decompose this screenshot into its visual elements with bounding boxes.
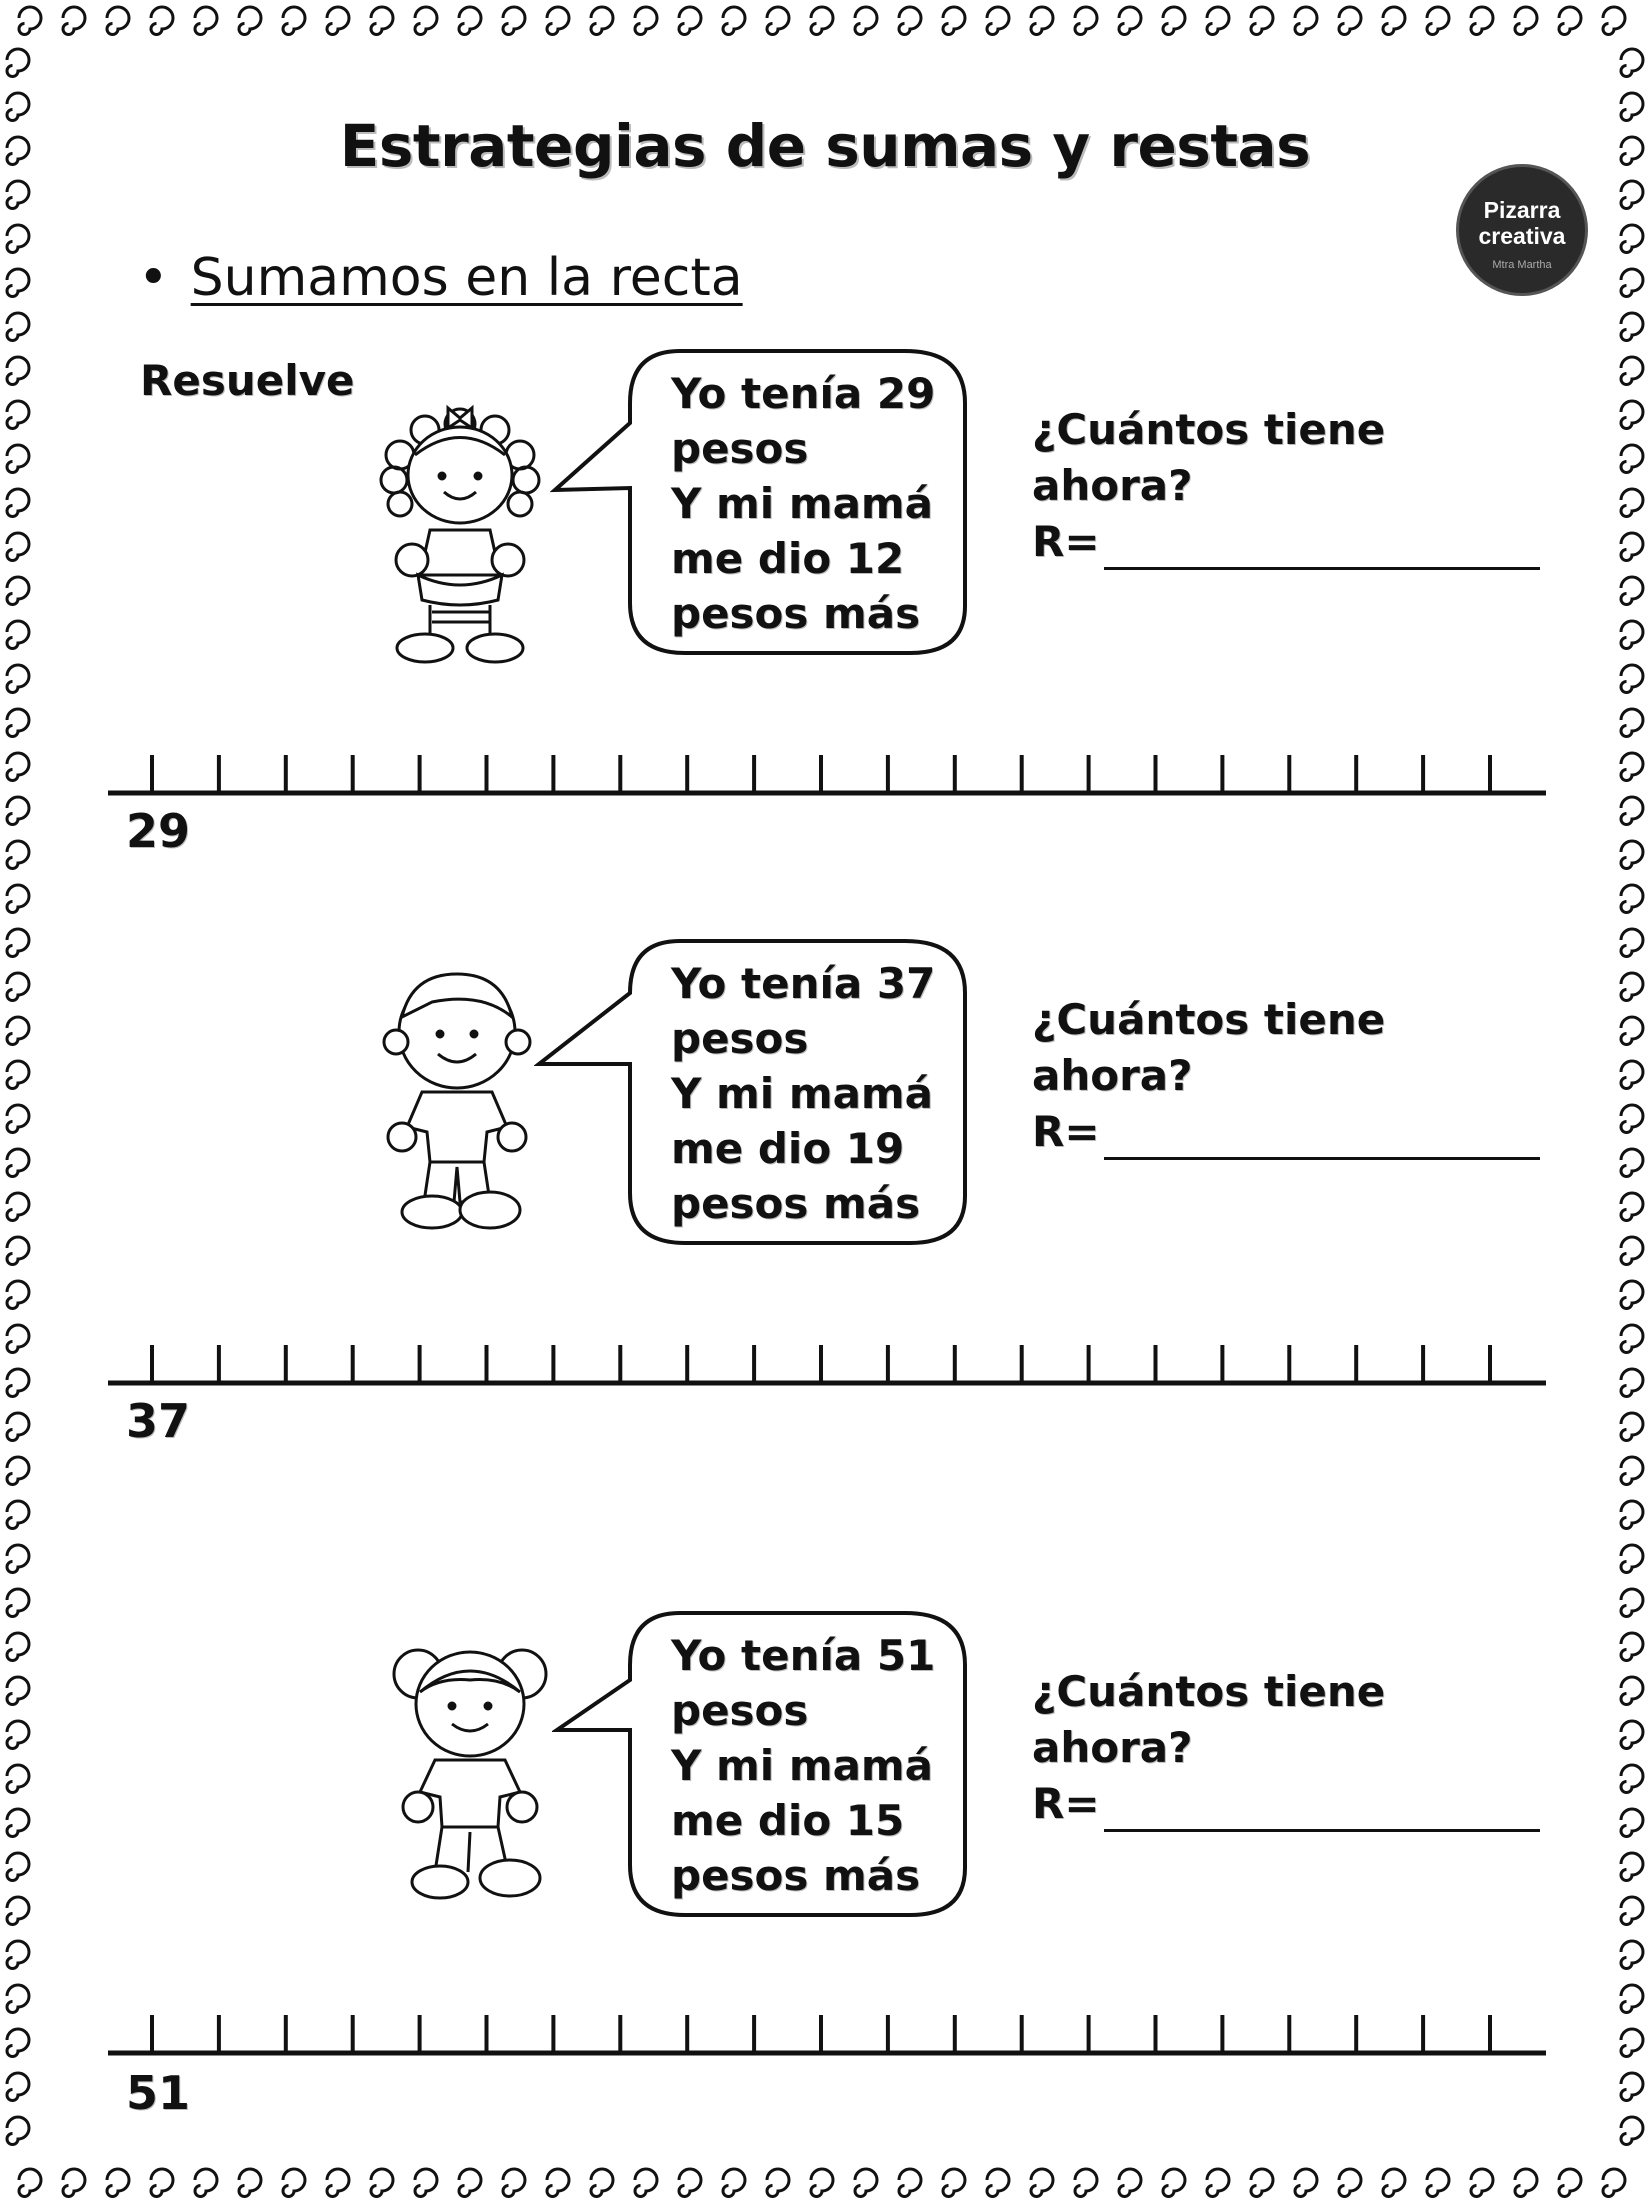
swirl-ornament (1603, 7, 1625, 35)
swirl-ornament (7, 1017, 29, 1045)
swirl-ornament (1621, 973, 1643, 1001)
swirl-ornament (1621, 1985, 1643, 2013)
pizarra-creativa-logo (1456, 164, 1588, 296)
swirl-ornament (7, 313, 29, 341)
swirl-ornament (63, 2169, 85, 2197)
swirl-ornament (7, 1149, 29, 1177)
swirl-ornament (7, 929, 29, 957)
swirl-ornament (1471, 7, 1493, 35)
swirl-ornament (1621, 1501, 1643, 1529)
swirl-ornament (19, 7, 41, 35)
girl-with-pigtails-illustration (380, 1632, 560, 1907)
swirl-ornament (679, 2169, 701, 2197)
swirl-ornament (1207, 2169, 1229, 2197)
bubble-line: Y mi mamá (671, 1741, 934, 1790)
swirl-ornament (1207, 7, 1229, 35)
swirl-ornament (1515, 7, 1537, 35)
swirl-ornament (107, 7, 129, 35)
logo-line-2: creativa (1478, 223, 1566, 249)
swirl-ornament (1621, 885, 1643, 913)
answer-field-1[interactable] (1032, 514, 1540, 570)
swirl-ornament (1621, 1413, 1643, 1441)
swirl-ornament (1559, 2169, 1581, 2197)
swirl-ornament (943, 2169, 965, 2197)
swirl-ornament (7, 1105, 29, 1133)
swirl-ornament (811, 2169, 833, 2197)
swirl-ornament (7, 225, 29, 253)
bubble-line: pesos más (671, 1851, 921, 1900)
question-2 (1032, 992, 1540, 1160)
swirl-ornament (767, 7, 789, 35)
swirl-ornament (547, 2169, 569, 2197)
swirl-ornament (7, 1237, 29, 1265)
swirl-ornament (1621, 1677, 1643, 1705)
swirl-ornament (415, 2169, 437, 2197)
bubble-line: pesos (671, 424, 809, 473)
swirl-ornament (7, 709, 29, 737)
bubble-line: Yo tenía 37 (671, 959, 936, 1008)
swirl-ornament (547, 7, 569, 35)
swirl-ornament (1621, 1589, 1643, 1617)
bubble-line: pesos (671, 1686, 809, 1735)
swirl-ornament (415, 7, 437, 35)
answer-blank-line[interactable] (1104, 1785, 1540, 1832)
swirl-ornament (1621, 357, 1643, 385)
bubble-line: pesos más (671, 589, 921, 638)
swirl-ornament (855, 7, 877, 35)
swirl-ornament (1621, 929, 1643, 957)
swirl-ornament (1621, 225, 1643, 253)
swirl-ornament (7, 1061, 29, 1089)
swirl-ornament (7, 1809, 29, 1837)
swirl-ornament (7, 885, 29, 913)
answer-label: R= (1032, 1779, 1100, 1828)
swirl-ornament (7, 401, 29, 429)
swirl-ornament (503, 7, 525, 35)
bubble-line: Yo tenía 29 (671, 369, 936, 418)
swirl-ornament (7, 1853, 29, 1881)
swirl-ornament (239, 7, 261, 35)
swirl-ornament (767, 2169, 789, 2197)
swirl-ornament (7, 357, 29, 385)
swirl-ornament (899, 2169, 921, 2197)
swirl-ornament (1621, 401, 1643, 429)
swirl-ornament (283, 7, 305, 35)
swirl-ornament (7, 1765, 29, 1793)
question-line: ¿Cuántos tiene (1032, 995, 1386, 1044)
swirl-ornament (1621, 665, 1643, 693)
swirl-ornament (107, 2169, 129, 2197)
swirl-ornament (195, 2169, 217, 2197)
swirl-ornament (723, 2169, 745, 2197)
swirl-ornament (1621, 1281, 1643, 1309)
swirl-ornament (7, 841, 29, 869)
swirl-ornament (63, 7, 85, 35)
swirl-ornament (987, 2169, 1009, 2197)
swirl-ornament (1621, 1853, 1643, 1881)
page-title: Estrategias de sumas y restas (339, 112, 1311, 180)
swirl-ornament (1427, 2169, 1449, 2197)
swirl-ornament (1621, 841, 1643, 869)
bubble-text-2 (671, 956, 935, 1231)
bullet-dot: • (138, 248, 169, 308)
swirl-ornament (723, 7, 745, 35)
swirl-ornament (1295, 7, 1317, 35)
number-line-start-2: 37 (126, 1394, 191, 1448)
answer-label: R= (1032, 517, 1100, 566)
swirl-ornament (239, 2169, 261, 2197)
swirl-ornament (7, 1281, 29, 1309)
swirl-ornament (811, 7, 833, 35)
swirl-ornament (1251, 2169, 1273, 2197)
swirl-ornament (1621, 1017, 1643, 1045)
bubble-line: Y mi mamá (671, 1069, 934, 1118)
question-line: ahora? (1032, 1723, 1193, 1772)
swirl-ornament (1621, 1941, 1643, 1969)
answer-label: R= (1032, 1107, 1100, 1156)
swirl-ornament (1621, 1457, 1643, 1485)
swirl-ornament (7, 533, 29, 561)
swirl-ornament (1621, 1237, 1643, 1265)
swirl-ornament (459, 7, 481, 35)
swirl-ornament (7, 577, 29, 605)
swirl-ornament (1031, 7, 1053, 35)
swirl-ornament (1621, 1061, 1643, 1089)
swirl-ornament (1621, 445, 1643, 473)
swirl-ornament (7, 2117, 29, 2145)
swirl-ornament (1621, 269, 1643, 297)
instruction-label: Resuelve (140, 356, 355, 405)
bubble-line: pesos (671, 1014, 809, 1063)
swirl-ornament (371, 7, 393, 35)
swirl-ornament (1075, 7, 1097, 35)
question-3 (1032, 1664, 1540, 1832)
swirl-ornament (1251, 7, 1273, 35)
question-line: ¿Cuántos tiene (1032, 405, 1386, 454)
swirl-ornament (1075, 2169, 1097, 2197)
question-line: ahora? (1032, 461, 1193, 510)
bubble-line: Y mi mamá (671, 479, 934, 528)
swirl-ornament (371, 2169, 393, 2197)
swirl-ornament (195, 7, 217, 35)
swirl-ornament (1119, 7, 1141, 35)
swirl-ornament (151, 2169, 173, 2197)
bubble-text-1 (671, 366, 935, 641)
question-1 (1032, 402, 1540, 570)
swirl-ornament (1621, 489, 1643, 517)
swirl-ornament (7, 621, 29, 649)
bubble-text-3 (671, 1628, 935, 1903)
logo-line-3: Mtra Martha (1492, 259, 1552, 271)
bubble-line: me dio 15 (671, 1796, 905, 1845)
swirl-ornament (591, 7, 613, 35)
number-line-start-1: 29 (126, 804, 191, 858)
swirl-ornament (635, 2169, 657, 2197)
swirl-ornament (1621, 181, 1643, 209)
swirl-ornament (459, 2169, 481, 2197)
swirl-ornament (1621, 2073, 1643, 2101)
swirl-ornament (1621, 621, 1643, 649)
swirl-ornament (7, 1985, 29, 2013)
question-line: ¿Cuántos tiene (1032, 1667, 1386, 1716)
swirl-ornament (7, 1897, 29, 1925)
swirl-ornament (1621, 313, 1643, 341)
swirl-ornament (855, 2169, 877, 2197)
swirl-ornament (7, 1457, 29, 1485)
swirl-ornament (1621, 533, 1643, 561)
swirl-ornament (1339, 2169, 1361, 2197)
section-heading (138, 248, 743, 308)
swirl-ornament (1427, 7, 1449, 35)
logo-line-1: Pizarra (1483, 197, 1561, 223)
swirl-ornament (987, 7, 1009, 35)
swirl-ornament (1621, 1721, 1643, 1749)
swirl-ornament (7, 1941, 29, 1969)
swirl-ornament (1383, 7, 1405, 35)
swirl-ornament (1339, 7, 1361, 35)
swirl-ornament (7, 1721, 29, 1749)
swirl-ornament (7, 49, 29, 77)
answer-field-2[interactable] (1032, 1104, 1540, 1160)
swirl-ornament (635, 7, 657, 35)
swirl-ornament (1621, 49, 1643, 77)
girl-with-bow-illustration (370, 400, 550, 670)
swirl-ornament (1621, 577, 1643, 605)
swirl-ornament (7, 1501, 29, 1529)
swirl-ornament (1295, 2169, 1317, 2197)
swirl-ornament (1621, 1897, 1643, 1925)
swirl-ornament (7, 1545, 29, 1573)
answer-field-3[interactable] (1032, 1776, 1540, 1832)
swirl-ornament (327, 2169, 349, 2197)
swirl-ornament (7, 1413, 29, 1441)
swirl-ornament (1621, 1765, 1643, 1793)
swirl-ornament (943, 7, 965, 35)
number-line-start-3: 51 (126, 2066, 191, 2120)
swirl-ornament (1163, 2169, 1185, 2197)
swirl-ornament (591, 2169, 613, 2197)
swirl-ornament (7, 2073, 29, 2101)
number-line-3[interactable] (0, 2012, 1650, 2062)
swirl-ornament (1471, 2169, 1493, 2197)
swirl-ornament (7, 1633, 29, 1661)
number-line-1[interactable] (0, 752, 1650, 802)
swirl-ornament (1621, 1149, 1643, 1177)
boy-illustration (372, 962, 542, 1237)
number-line-2[interactable] (0, 1342, 1650, 1392)
swirl-ornament (1621, 1193, 1643, 1221)
answer-blank-line[interactable] (1104, 1113, 1540, 1160)
swirl-ornament (1621, 1809, 1643, 1837)
swirl-ornament (899, 7, 921, 35)
swirl-ornament (1621, 1633, 1643, 1661)
swirl-ornament (1559, 7, 1581, 35)
section-heading-text: Sumamos en la recta (190, 248, 743, 308)
swirl-ornament (19, 2169, 41, 2197)
swirl-ornament (327, 7, 349, 35)
swirl-ornament (1621, 2117, 1643, 2145)
bubble-line: me dio 12 (671, 534, 905, 583)
swirl-ornament (1383, 2169, 1405, 2197)
swirl-ornament (1603, 2169, 1625, 2197)
swirl-ornament (7, 1193, 29, 1221)
swirl-ornament (1621, 1545, 1643, 1573)
swirl-ornament (7, 445, 29, 473)
swirl-ornament (7, 269, 29, 297)
swirl-ornament (151, 7, 173, 35)
swirl-ornament (7, 489, 29, 517)
swirl-ornament (7, 973, 29, 1001)
swirl-ornament (7, 181, 29, 209)
answer-blank-line[interactable] (1104, 523, 1540, 570)
swirl-ornament (7, 1589, 29, 1617)
swirl-ornament (7, 665, 29, 693)
bubble-line: pesos más (671, 1179, 921, 1228)
swirl-ornament (1031, 2169, 1053, 2197)
swirl-ornament (1621, 709, 1643, 737)
swirl-ornament (679, 7, 701, 35)
swirl-ornament (1515, 2169, 1537, 2197)
question-line: ahora? (1032, 1051, 1193, 1100)
swirl-ornament (503, 2169, 525, 2197)
swirl-ornament (1119, 2169, 1141, 2197)
bubble-line: Yo tenía 51 (671, 1631, 936, 1680)
swirl-ornament (7, 1677, 29, 1705)
swirl-ornament (283, 2169, 305, 2197)
bubble-line: me dio 19 (671, 1124, 905, 1173)
swirl-ornament (1621, 1105, 1643, 1133)
swirl-ornament (1163, 7, 1185, 35)
